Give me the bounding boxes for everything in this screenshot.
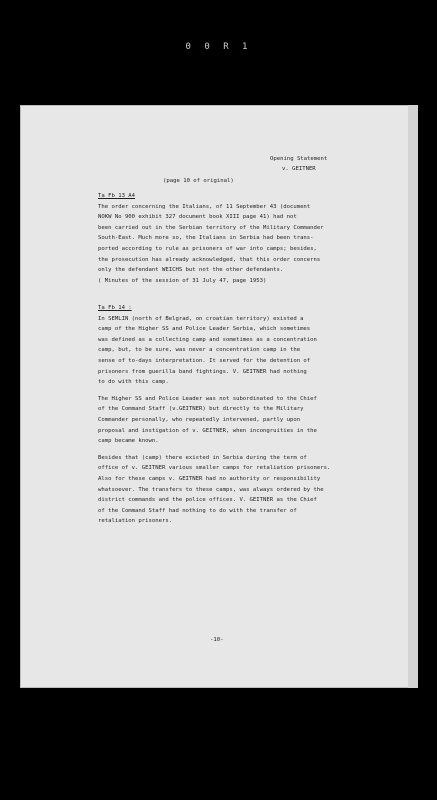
text-line: whatsoever. The transfers to these camps, was always ordered by the <box>98 486 324 493</box>
section-2 <box>98 303 388 533</box>
text-line: of the Command Staff (v.GEITNER) but directly to the Military <box>98 406 304 413</box>
text-line: was defined as a collecting camp and sometimes as a concentration <box>98 336 317 343</box>
header-line-1: Opening Statement <box>270 156 328 162</box>
section-2-para-2 <box>98 394 388 447</box>
text-line: of the Command Staff had nothing to do with the transfer of <box>98 507 297 514</box>
text-line: been carried out in the Serbian territory of the Military Commander <box>98 224 324 231</box>
text-line: In SEMLIN (north of Belgrad, on croatian territory) existed a <box>98 315 304 322</box>
page-number: -10- <box>210 637 224 643</box>
text-line: the prosecution has already acknowledged, that this order concerns <box>98 256 321 263</box>
text-line: retaliation prisoners. <box>98 518 173 525</box>
text-line: camp, but, to be sure, was never a concentration camp in the <box>98 347 301 354</box>
text-line: The Higher SS and Police Leader was not subordinated to the Chief <box>98 395 317 402</box>
section-2-para-3 <box>98 453 388 527</box>
text-line: district commands and the police offices. V. GEITNER as the Chief <box>98 497 317 504</box>
text-line: Also for these camps v. GEITNER had no authority or responsibility <box>98 475 321 482</box>
text-line: The order concerning the Italians, of 11 September 43 (document <box>98 203 311 210</box>
text-line: South-East. Much more so, the Italians in Serbia had been trans- <box>98 235 314 242</box>
section-2-para-1 <box>98 314 388 388</box>
text-line: ( Minutes of the session of 31 July 47, page 1953) <box>98 277 267 284</box>
top-mark: 0 0 R 1 <box>185 42 252 52</box>
text-line: prisoners from guerilla band fightings. V. GEITNER had nothing <box>98 368 307 375</box>
text-line: sense of to-days interpretation. It served for the detention of <box>98 357 311 364</box>
text-line: camp of the Higher SS and Police Leader Serbia, which sometimes <box>98 326 311 333</box>
page-reference: (page 10 of original) <box>163 178 234 184</box>
text-line: Besides that (camp) there existed in Serbia during the term of <box>98 454 307 461</box>
text-line: NOKW No 900 exhibit 327 document book XIII page 41) had not <box>98 214 297 221</box>
text-line: ported according to rule as prisoners of war into camps; besides, <box>98 245 317 252</box>
section-1-body <box>98 202 388 287</box>
text-line: only the defendant WEICHS but not the other defendants. <box>98 267 284 274</box>
document-header <box>270 155 327 174</box>
text-line: office of v. GEITNER various smaller camps for retaliation prisoners. <box>98 465 331 472</box>
text-line: to do with this camp. <box>98 379 169 386</box>
text-line: proposal and instigation of v. GEITNER, when incongruities in the <box>98 427 317 434</box>
document-page <box>20 105 418 688</box>
header-line-2: v. GEITNER <box>282 165 316 172</box>
section-1 <box>98 191 388 292</box>
section-1-label: Ta Fb 13 A4 <box>98 193 136 199</box>
text-line: Commander personally, who repeatedly intervened, partly upon <box>98 416 301 423</box>
section-2-label: Ta Fb 14 : <box>98 305 132 311</box>
text-line: camp became known. <box>98 438 159 445</box>
